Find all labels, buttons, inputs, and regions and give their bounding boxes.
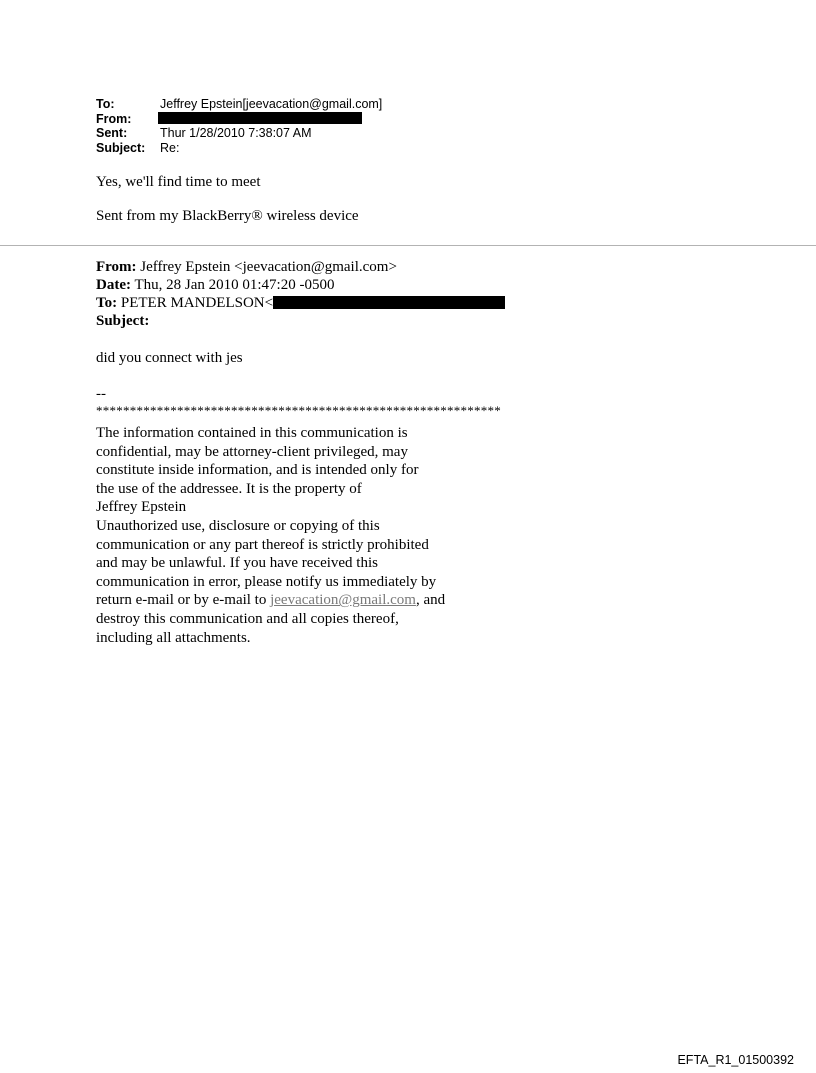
subject-label: Subject: [96, 140, 146, 155]
notice-line: communication or any part thereof is strictly prohibited [96, 536, 429, 553]
fwd-date-label: Date: [96, 277, 131, 293]
fwd-to-row [96, 294, 505, 312]
notice-line: communication in error, please notify us immediately by [96, 573, 437, 590]
from-label: From: [96, 111, 132, 126]
fwd-from-value: Jeffrey Epstein <jeevacation@gmail.com> [140, 259, 397, 275]
notice-line-return [96, 591, 445, 610]
header-sent-row [96, 126, 382, 141]
confidentiality-notice [96, 424, 445, 647]
fwd-date-row [96, 276, 505, 294]
divider [0, 245, 816, 246]
to-value: Jeffrey Epstein[jeevacation@gmail.com] [160, 97, 383, 111]
return-prefix: return e-mail or by e-mail to [96, 592, 271, 609]
signature-stars: ************************************************************ [96, 403, 501, 418]
notice-line: including all attachments. [96, 629, 251, 646]
forwarded-body: did you connect with jes [96, 350, 243, 366]
return-suffix: , and [415, 592, 446, 609]
notice-line: the use of the addressee. It is the property of [96, 480, 362, 497]
fwd-from-label: From: [96, 259, 137, 275]
notice-line: constitute inside information, and is intended only for [96, 462, 419, 479]
redaction-bar [273, 296, 505, 309]
blackberry-signature: Sent from my BlackBerry® wireless device [96, 208, 359, 224]
email-link[interactable]: jeevacation@gmail.com [270, 592, 416, 609]
notice-line: Jeffrey Epstein [96, 499, 187, 516]
reply-text: Yes, we'll find time to meet [96, 174, 261, 190]
to-label: To: [96, 97, 115, 111]
header-subject-row [96, 141, 382, 156]
fwd-from-row [96, 258, 505, 276]
signature-dashes: -- [96, 386, 106, 402]
notice-line: Unauthorized use, disclosure or copying of this [96, 517, 380, 534]
fwd-to-label: To: [96, 295, 118, 311]
header-to-row [96, 97, 382, 112]
notice-line: The information contained in this communication is [96, 425, 408, 441]
document-id: EFTA_R1_01500392 [677, 1053, 794, 1067]
email-header [96, 97, 382, 155]
subject-value: Re: [160, 140, 180, 155]
notice-line: and may be unlawful. If you have received this [96, 555, 378, 572]
forwarded-header [96, 258, 505, 330]
fwd-date-value: Thu, 28 Jan 2010 01:47:20 -0500 [134, 277, 335, 293]
fwd-to-value: PETER MANDELSON< [120, 295, 274, 311]
sent-label: Sent: [96, 126, 128, 140]
header-from-row [96, 112, 382, 127]
notice-line: confidential, may be attorney-client privileged, may [96, 443, 408, 460]
notice-line: destroy this communication and all copies thereof, [96, 610, 399, 627]
fwd-subject-row [96, 312, 505, 330]
redaction-bar [158, 112, 362, 124]
sent-value: Thur 1/28/2010 7:38:07 AM [160, 126, 312, 140]
fwd-subject-label: Subject: [96, 313, 150, 329]
